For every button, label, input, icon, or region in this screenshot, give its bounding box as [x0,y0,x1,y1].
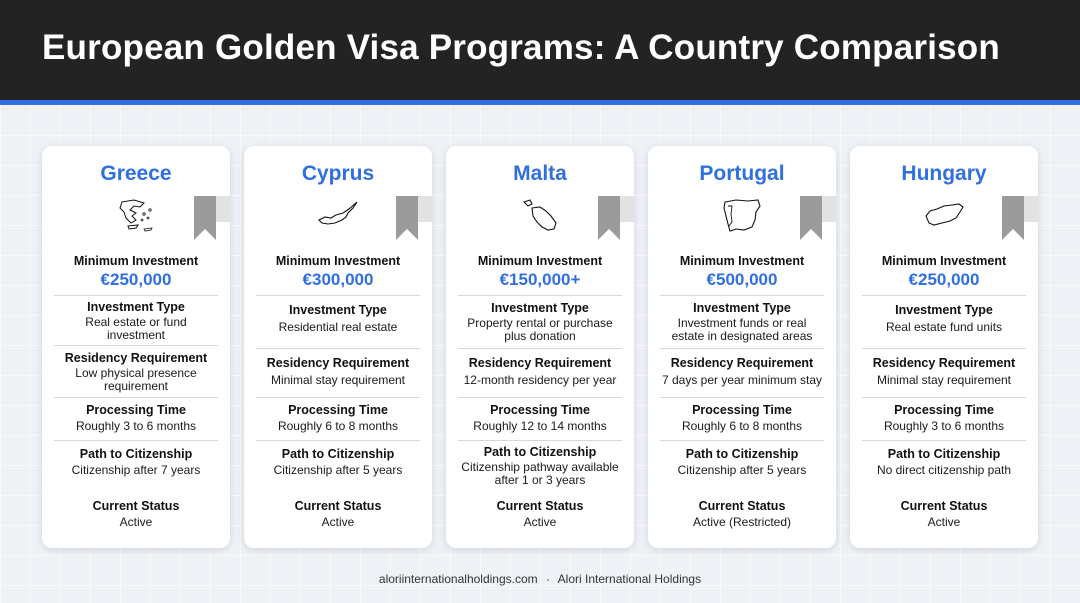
residency-label: Residency Requirement [468,356,612,370]
header-accent-line [0,100,1080,105]
ribbon-tail [620,196,634,222]
investment-type-label: Investment Type [491,301,589,315]
investment-type-value-line1: Real estate fund units [885,320,1003,334]
country-card-greece [42,146,230,548]
status-label: Current Status [698,499,786,513]
country-card-malta [446,146,634,548]
bookmark-icon [598,196,620,240]
investment-type-value-line1: Real estate or fund [85,315,187,329]
footer-site-link[interactable]: aloriinternationalholdings.com [378,572,538,586]
footer [0,572,1080,586]
processing-value: Roughly 6 to 8 months [277,419,399,433]
status-value: Active [321,515,355,529]
divider [862,295,1026,296]
investment-type-value-line2: estate in designated areas [671,329,813,343]
bookmark-icon [396,196,418,240]
footer-separator: · [546,572,550,586]
investment-type-label: Investment Type [895,303,993,317]
footer-company: Alori International Holdings [557,572,702,586]
divider [660,397,824,398]
country-name: Hungary [901,162,987,185]
status-value: Active [523,515,557,529]
status-value: Active [119,515,153,529]
divider [660,295,824,296]
processing-label: Processing Time [490,403,590,417]
min-investment-label: Minimum Investment [679,254,805,268]
page-title: European Golden Visa Programs: A Country Comparison [42,28,1000,67]
greece-map-icon [114,196,158,234]
investment-type-label: Investment Type [693,301,791,315]
investment-type-value-line1: Property rental or purchase [467,316,613,330]
ribbon-tail [822,196,836,222]
divider [256,348,420,349]
investment-type-value-line1: Residential real estate [278,320,398,334]
processing-value: Roughly 6 to 8 months [681,419,803,433]
bookmark-icon [194,196,216,240]
processing-label: Processing Time [894,403,994,417]
divider [54,345,218,346]
citizenship-value-line1: Citizenship after 7 years [71,463,201,477]
processing-value: Roughly 3 to 6 months [75,419,197,433]
portugal-map-icon [720,196,764,234]
residency-value-line1: Low physical presence [75,366,197,380]
investment-type-value-line2: investment [106,328,166,342]
ribbon-tail [1024,196,1038,222]
divider [54,397,218,398]
citizenship-label: Path to Citizenship [887,447,1001,461]
min-investment-value: €500,000 [706,270,778,289]
min-investment-label: Minimum Investment [73,254,199,268]
country-name: Malta [513,162,567,185]
residency-value-line1: 7 days per year minimum stay [661,373,823,387]
processing-value: Roughly 12 to 14 months [473,419,607,433]
residency-value-line1: Minimal stay requirement [876,373,1012,387]
hungary-map-icon [922,196,966,234]
citizenship-value-line1: Citizenship pathway available [461,460,619,474]
investment-type-label: Investment Type [289,303,387,317]
processing-value: Roughly 3 to 6 months [883,419,1005,433]
min-investment-label: Minimum Investment [881,254,1007,268]
min-investment-label: Minimum Investment [275,254,401,268]
status-label: Current Status [900,499,988,513]
divider [54,440,218,441]
country-card-portugal [648,146,836,548]
country-card-hungary [850,146,1038,548]
malta-map-icon [518,196,562,234]
divider [458,397,622,398]
country-name: Cyprus [301,162,375,185]
min-investment-value: €150,000+ [499,270,581,289]
divider [862,348,1026,349]
citizenship-label: Path to Citizenship [685,447,799,461]
citizenship-label: Path to Citizenship [79,447,193,461]
residency-value-line1: Minimal stay requirement [270,373,406,387]
divider [458,440,622,441]
min-investment-value: €300,000 [302,270,374,289]
country-name: Greece [100,162,172,185]
bookmark-icon [1002,196,1024,240]
investment-type-value-line1: Investment funds or real [677,316,807,330]
divider [458,295,622,296]
processing-label: Processing Time [288,403,388,417]
status-label: Current Status [496,499,584,513]
bookmark-icon [800,196,822,240]
divider [256,295,420,296]
divider [54,295,218,296]
residency-label: Residency Requirement [670,356,814,370]
country-card-cyprus [244,146,432,548]
status-label: Current Status [294,499,382,513]
investment-type-label: Investment Type [87,300,185,314]
residency-label: Residency Requirement [872,356,1016,370]
status-value: Active (Restricted) [692,515,792,529]
status-label: Current Status [92,499,180,513]
processing-label: Processing Time [692,403,792,417]
ribbon-tail [418,196,432,222]
residency-label: Residency Requirement [64,351,208,365]
citizenship-label: Path to Citizenship [281,447,395,461]
divider [862,440,1026,441]
citizenship-value-line2: after 1 or 3 years [494,473,586,487]
divider [660,348,824,349]
citizenship-value-line1: No direct citizenship path [876,463,1012,477]
cyprus-map-icon [316,196,360,234]
divider [660,440,824,441]
status-value: Active [927,515,961,529]
min-investment-label: Minimum Investment [477,254,603,268]
divider [256,440,420,441]
min-investment-value: €250,000 [100,270,172,289]
divider [862,397,1026,398]
residency-value-line2: requirement [103,379,169,393]
citizenship-value-line1: Citizenship after 5 years [677,463,807,477]
citizenship-value-line1: Citizenship after 5 years [273,463,403,477]
processing-label: Processing Time [86,403,186,417]
citizenship-label: Path to Citizenship [483,445,597,459]
residency-value-line1: 12-month residency per year [463,373,617,387]
ribbon-tail [216,196,230,222]
divider [256,397,420,398]
investment-type-value-line2: plus donation [504,329,576,343]
divider [458,348,622,349]
country-name: Portugal [699,162,785,185]
residency-label: Residency Requirement [266,356,410,370]
min-investment-value: €250,000 [908,270,980,289]
